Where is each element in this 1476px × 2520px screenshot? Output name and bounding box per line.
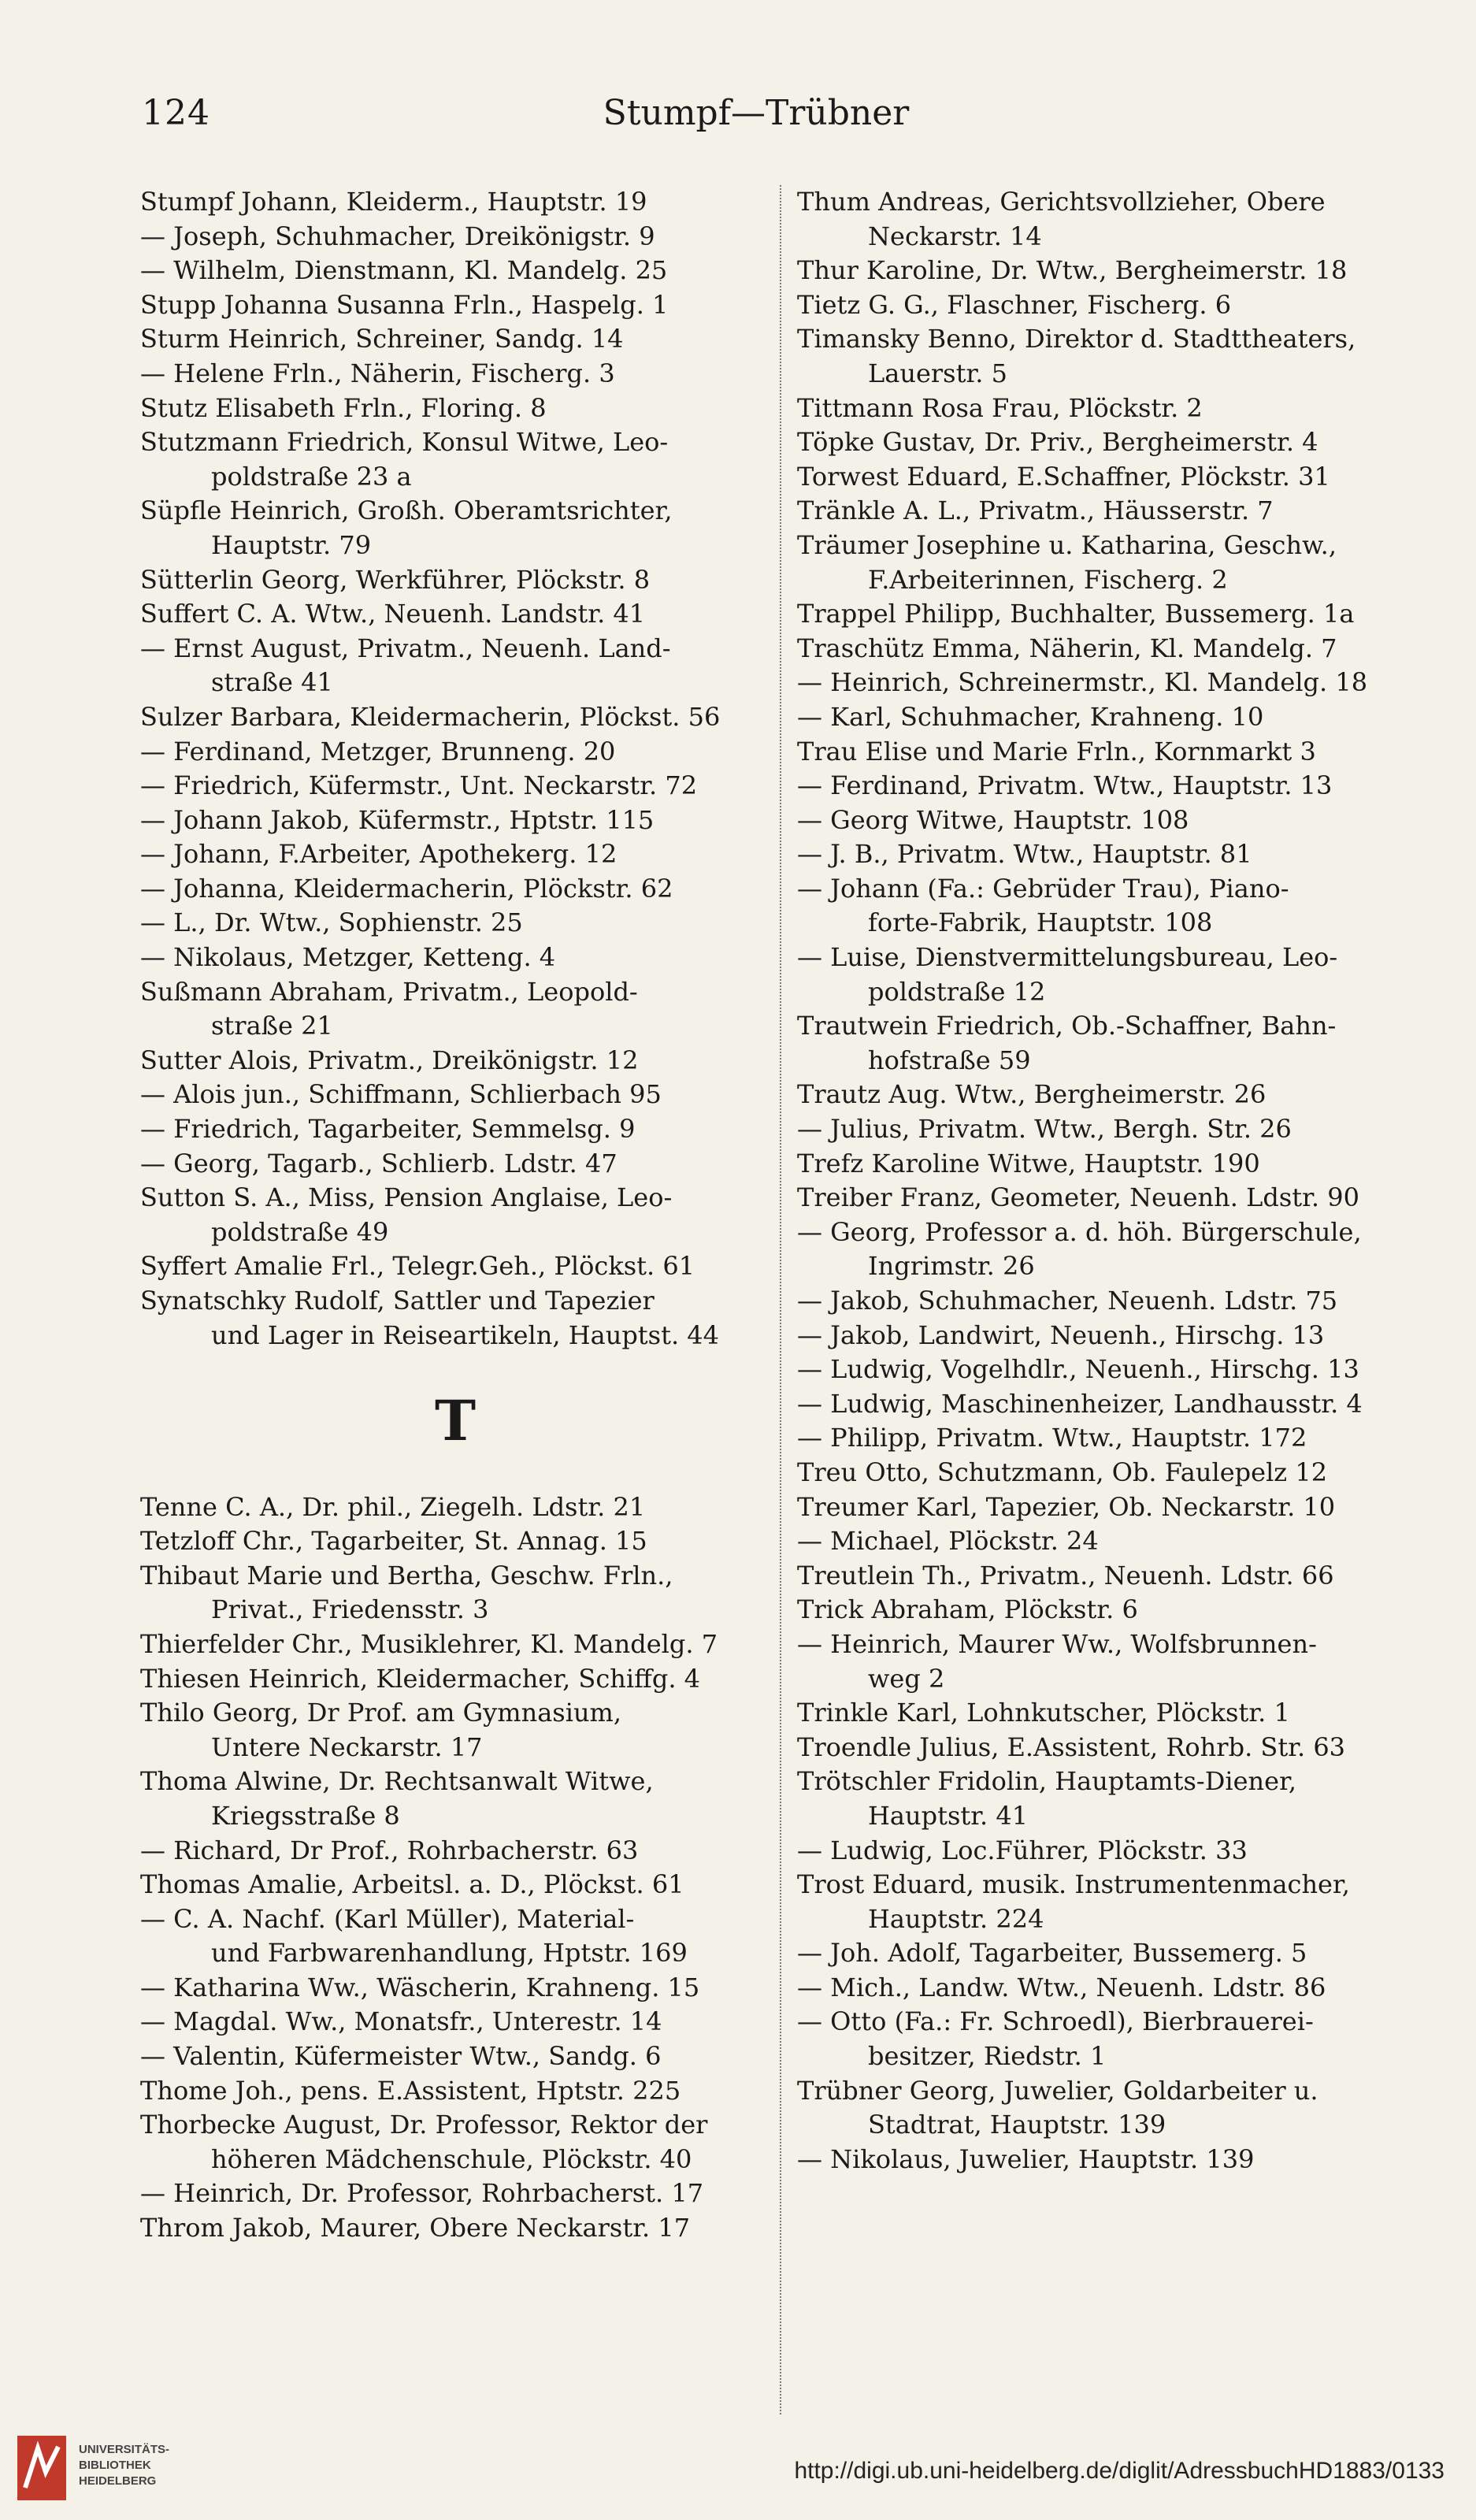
directory-entry: Treumer Karl, Tapezier, Ob. Neckarstr. 10 bbox=[797, 1491, 1336, 1522]
directory-entry: — Joseph, Schuhmacher, Dreikönigstr. 9 bbox=[140, 221, 655, 251]
directory-entry: Treu Otto, Schutzmann, Ob. Faulepelz 12 bbox=[797, 1457, 1328, 1487]
directory-entry: — Karl, Schuhmacher, Krahneng. 10 bbox=[797, 701, 1264, 732]
entry-continuation: und Farbwarenhandlung, Hptstr. 169 bbox=[211, 1938, 688, 1969]
directory-entry: Trick Abraham, Plöckstr. 6 bbox=[797, 1594, 1138, 1625]
entry-continuation: forte-Fabrik, Hauptstr. 108 bbox=[868, 907, 1213, 938]
directory-entry: — Michael, Plöckstr. 24 bbox=[797, 1526, 1099, 1557]
directory-entry: Treiber Franz, Geometer, Neuenh. Ldstr. 90 bbox=[797, 1182, 1359, 1213]
directory-entry: Tenne C. A., Dr. phil., Ziegelh. Ldstr. 21 bbox=[140, 1491, 646, 1522]
directory-entry: — Magdal. Ww., Monatsfr., Unterestr. 14 bbox=[140, 2006, 662, 2037]
directory-entry: — C. A. Nachf. (Karl Müller), Material- bbox=[140, 1903, 635, 1934]
directory-entry: Stutz Elisabeth Frln., Floring. 8 bbox=[140, 392, 547, 423]
library-seal-icon bbox=[14, 2433, 69, 2503]
entry-continuation: Hauptstr. 224 bbox=[868, 1903, 1044, 1934]
directory-entry: — Friedrich, Küfermstr., Unt. Neckarstr. 72 bbox=[140, 770, 698, 801]
directory-entry: Sutton S. A., Miss, Pension Anglaise, Leo- bbox=[140, 1182, 673, 1213]
directory-entry: — Johann Jakob, Küfermstr., Hptstr. 115 bbox=[140, 804, 655, 835]
directory-entry: Syffert Amalie Frl., Telegr.Geh., Plöckst. 61 bbox=[140, 1251, 695, 1282]
entry-continuation: poldstraße 49 bbox=[211, 1216, 389, 1247]
directory-entry: — Nikolaus, Juwelier, Hauptstr. 139 bbox=[797, 2143, 1255, 2174]
directory-entry: Stutzmann Friedrich, Konsul Witwe, Leo- bbox=[140, 427, 669, 458]
directory-entry: Trautz Aug. Wtw., Bergheimerstr. 26 bbox=[797, 1079, 1266, 1110]
directory-entry: Thierfelder Chr., Musiklehrer, Kl. Mandelg. 7 bbox=[140, 1628, 718, 1659]
directory-entry: — Joh. Adolf, Tagarbeiter, Bussemerg. 5 bbox=[797, 1938, 1307, 1969]
entry-continuation: straße 21 bbox=[211, 1011, 333, 1041]
directory-entry: — Heinrich, Maurer Ww., Wolfsbrunnen- bbox=[797, 1628, 1317, 1659]
directory-entry: Süpfle Heinrich, Großh. Oberamtsrichter, bbox=[140, 495, 673, 526]
library-name-line: BIBLIOTHEK bbox=[79, 2459, 151, 2472]
footer bbox=[0, 2411, 1476, 2520]
directory-entry: Trautwein Friedrich, Ob.-Schaffner, Bahn- bbox=[797, 1011, 1337, 1041]
right-column bbox=[797, 185, 1443, 2177]
directory-entry: — Wilhelm, Dienstmann, Kl. Mandelg. 25 bbox=[140, 255, 668, 286]
directory-entry: Töpke Gustav, Dr. Priv., Bergheimerstr. 4 bbox=[797, 427, 1318, 458]
directory-entry: — Georg Witwe, Hauptstr. 108 bbox=[797, 804, 1189, 835]
directory-entry: — Otto (Fa.: Fr. Schroedl), Bierbrauerei- bbox=[797, 2006, 1314, 2037]
directory-entry: Trinkle Karl, Lohnkutscher, Plöckstr. 1 bbox=[797, 1698, 1290, 1728]
directory-entry: Tetzloff Chr., Tagarbeiter, St. Annag. 15 bbox=[140, 1526, 647, 1557]
directory-entry: Trau Elise und Marie Frln., Kornmarkt 3 bbox=[797, 736, 1316, 766]
page-number: 124 bbox=[142, 93, 210, 133]
page-header bbox=[142, 93, 1370, 148]
directory-entry: — Ludwig, Maschinenheizer, Landhausstr. 4 bbox=[797, 1388, 1363, 1419]
directory-entry: — Johann, F.Arbeiter, Apothekerg. 12 bbox=[140, 839, 617, 870]
directory-entry: — Friedrich, Tagarbeiter, Semmelsg. 9 bbox=[140, 1114, 636, 1145]
entry-continuation: Stadtrat, Hauptstr. 139 bbox=[868, 2110, 1166, 2140]
directory-entry: Träumer Josephine u. Katharina, Geschw., bbox=[797, 529, 1337, 560]
directory-entry: Trappel Philipp, Buchhalter, Bussemerg. 1a bbox=[797, 599, 1355, 629]
section-heading: T bbox=[434, 1388, 477, 1454]
directory-entry: — Ernst August, Privatm., Neuenh. Land- bbox=[140, 633, 671, 663]
entry-continuation: Lauerstr. 5 bbox=[868, 358, 1007, 388]
directory-entry: Sturm Heinrich, Schreiner, Sandg. 14 bbox=[140, 324, 624, 354]
directory-entry: Tränkle A. L., Privatm., Häusserstr. 7 bbox=[797, 495, 1274, 526]
directory-entry: Sutter Alois, Privatm., Dreikönigstr. 12 bbox=[140, 1045, 639, 1075]
directory-entry: — Georg, Professor a. d. höh. Bürgerschule, bbox=[797, 1216, 1362, 1247]
left-column bbox=[140, 185, 770, 2246]
entry-continuation: Privat., Friedensstr. 3 bbox=[211, 1594, 489, 1625]
entry-continuation: hofstraße 59 bbox=[868, 1045, 1031, 1075]
directory-entry: Thiesen Heinrich, Kleidermacher, Schiffg. 4 bbox=[140, 1663, 701, 1694]
entry-continuation: straße 41 bbox=[211, 667, 333, 698]
directory-entry: Thum Andreas, Gerichtsvollzieher, Obere bbox=[797, 187, 1326, 217]
directory-entry: Thomas Amalie, Arbeitsl. a. D., Plöckst. 61 bbox=[140, 1869, 684, 1900]
directory-entry: Stumpf Johann, Kleiderm., Hauptstr. 19 bbox=[140, 187, 647, 217]
directory-entry: Suffert C. A. Wtw., Neuenh. Landstr. 41 bbox=[140, 599, 646, 629]
entry-continuation: Kriegsstraße 8 bbox=[211, 1800, 400, 1831]
directory-entry: Sulzer Barbara, Kleidermacherin, Plöckst. 56 bbox=[140, 701, 721, 732]
directory-entry: — Georg, Tagarb., Schlierb. Ldstr. 47 bbox=[140, 1148, 617, 1178]
directory-entry: Thome Joh., pens. E.Assistent, Hptstr. 225 bbox=[140, 2075, 681, 2106]
directory-entry: — Heinrich, Schreinermstr., Kl. Mandelg. 18 bbox=[797, 667, 1368, 698]
entry-continuation: weg 2 bbox=[868, 1663, 945, 1694]
directory-entry: — Nikolaus, Metzger, Ketteng. 4 bbox=[140, 942, 556, 973]
entry-continuation: poldstraße 12 bbox=[868, 976, 1046, 1007]
entry-continuation: poldstraße 23 a bbox=[211, 461, 412, 492]
directory-entry: Trübner Georg, Juwelier, Goldarbeiter u. bbox=[797, 2075, 1318, 2106]
directory-entry: — Ferdinand, Privatm. Wtw., Hauptstr. 13 bbox=[797, 770, 1333, 801]
directory-entry: — Richard, Dr Prof., Rohrbacherstr. 63 bbox=[140, 1835, 639, 1865]
directory-entry: Troendle Julius, E.Assistent, Rohrb. Str. 63 bbox=[797, 1731, 1346, 1762]
directory-entry: Timansky Benno, Direktor d. Stadttheaters, bbox=[797, 324, 1356, 354]
directory-entry: — Jakob, Landwirt, Neuenh., Hirschg. 13 bbox=[797, 1319, 1325, 1350]
directory-entry: Throm Jakob, Maurer, Obere Neckarstr. 17 bbox=[140, 2213, 691, 2244]
directory-entry: — J. B., Privatm. Wtw., Hauptstr. 81 bbox=[797, 839, 1252, 870]
directory-entry: Thilo Georg, Dr Prof. am Gymnasium, bbox=[140, 1698, 622, 1728]
directory-entry: Tittmann Rosa Frau, Plöckstr. 2 bbox=[797, 392, 1203, 423]
directory-entry: — Katharina Ww., Wäscherin, Krahneng. 15 bbox=[140, 1972, 700, 2002]
entry-continuation: Untere Neckarstr. 17 bbox=[211, 1731, 483, 1762]
directory-entry: Thur Karoline, Dr. Wtw., Bergheimerstr. 18 bbox=[797, 255, 1348, 286]
directory-entry: — Ferdinand, Metzger, Brunneng. 20 bbox=[140, 736, 616, 766]
entry-continuation: besitzer, Riedstr. 1 bbox=[868, 2041, 1107, 2072]
directory-entry: — Luise, Dienstvermittelungsbureau, Leo- bbox=[797, 942, 1338, 973]
directory-entry: Thibaut Marie und Bertha, Geschw. Frln., bbox=[140, 1560, 673, 1590]
source-url[interactable]: http://digi.ub.uni-heidelberg.de/diglit/AdressbuchHD1883/0133 bbox=[794, 2458, 1444, 2484]
directory-entry: Trötschler Fridolin, Hauptamts-Diener, bbox=[797, 1766, 1297, 1797]
entry-continuation: Hauptstr. 41 bbox=[868, 1800, 1029, 1831]
directory-entry: — Heinrich, Dr. Professor, Rohrbacherst. 17 bbox=[140, 2178, 704, 2209]
entry-continuation: Ingrimstr. 26 bbox=[868, 1251, 1035, 1282]
library-logo[interactable] bbox=[14, 2433, 211, 2503]
directory-entry: Trost Eduard, musik. Instrumentenmacher, bbox=[797, 1869, 1350, 1900]
column-divider bbox=[780, 185, 781, 2414]
directory-entry: Thorbecke August, Dr. Professor, Rektor der bbox=[140, 2110, 708, 2140]
library-name-line: HEIDELBERG bbox=[79, 2474, 157, 2488]
entry-continuation: Hauptstr. 79 bbox=[211, 529, 372, 560]
directory-entry: Stupp Johanna Susanna Frln., Haspelg. 1 bbox=[140, 289, 669, 320]
directory-entry: — Ludwig, Loc.Führer, Plöckstr. 33 bbox=[797, 1835, 1248, 1865]
directory-entry: Trefz Karoline Witwe, Hauptstr. 190 bbox=[797, 1148, 1260, 1178]
directory-entry: Sußmann Abraham, Privatm., Leopold- bbox=[140, 976, 638, 1007]
directory-entry: Sütterlin Georg, Werkführer, Plöckstr. 8 bbox=[140, 564, 651, 595]
directory-entry: — Jakob, Schuhmacher, Neuenh. Ldstr. 75 bbox=[797, 1286, 1338, 1316]
directory-entry: — Alois jun., Schiffmann, Schlierbach 95 bbox=[140, 1079, 662, 1110]
running-title: Stumpf—Trübner bbox=[603, 93, 910, 133]
directory-entry: — Mich., Landw. Wtw., Neuenh. Ldstr. 86 bbox=[797, 1972, 1326, 2002]
entry-continuation: F.Arbeiterinnen, Fischerg. 2 bbox=[868, 564, 1228, 595]
directory-entry: — Johann (Fa.: Gebrüder Trau), Piano- bbox=[797, 873, 1289, 904]
entry-continuation: und Lager in Reiseartikeln, Hauptst. 44 bbox=[211, 1319, 719, 1350]
directory-entry: — Philipp, Privatm. Wtw., Hauptstr. 172 bbox=[797, 1423, 1307, 1453]
directory-entry: — Valentin, Küfermeister Wtw., Sandg. 6 bbox=[140, 2041, 662, 2072]
directory-entry: Tietz G. G., Flaschner, Fischerg. 6 bbox=[797, 289, 1232, 320]
entry-continuation: Neckarstr. 14 bbox=[868, 221, 1042, 251]
directory-entry: Torwest Eduard, E.Schaffner, Plöckstr. 31 bbox=[797, 461, 1330, 492]
directory-entry: — L., Dr. Wtw., Sophienstr. 25 bbox=[140, 907, 523, 938]
directory-entry: — Helene Frln., Näherin, Fischerg. 3 bbox=[140, 358, 615, 388]
entry-continuation: höheren Mädchenschule, Plöckstr. 40 bbox=[211, 2143, 692, 2174]
library-name-line: UNIVERSITÄTS- bbox=[79, 2443, 170, 2456]
directory-entry: — Julius, Privatm. Wtw., Bergh. Str. 26 bbox=[797, 1114, 1292, 1145]
directory-entry: — Johanna, Kleidermacherin, Plöckstr. 62 bbox=[140, 873, 673, 904]
directory-entry: — Ludwig, Vogelhdlr., Neuenh., Hirschg. 13 bbox=[797, 1354, 1359, 1385]
directory-entry: Traschütz Emma, Näherin, Kl. Mandelg. 7 bbox=[797, 633, 1337, 663]
directory-entry: Treutlein Th., Privatm., Neuenh. Ldstr. 66 bbox=[797, 1560, 1334, 1590]
directory-entry: Thoma Alwine, Dr. Rechtsanwalt Witwe, bbox=[140, 1766, 654, 1797]
library-name bbox=[79, 2442, 169, 2489]
directory-entry: Synatschky Rudolf, Sattler und Tapezier bbox=[140, 1286, 655, 1316]
